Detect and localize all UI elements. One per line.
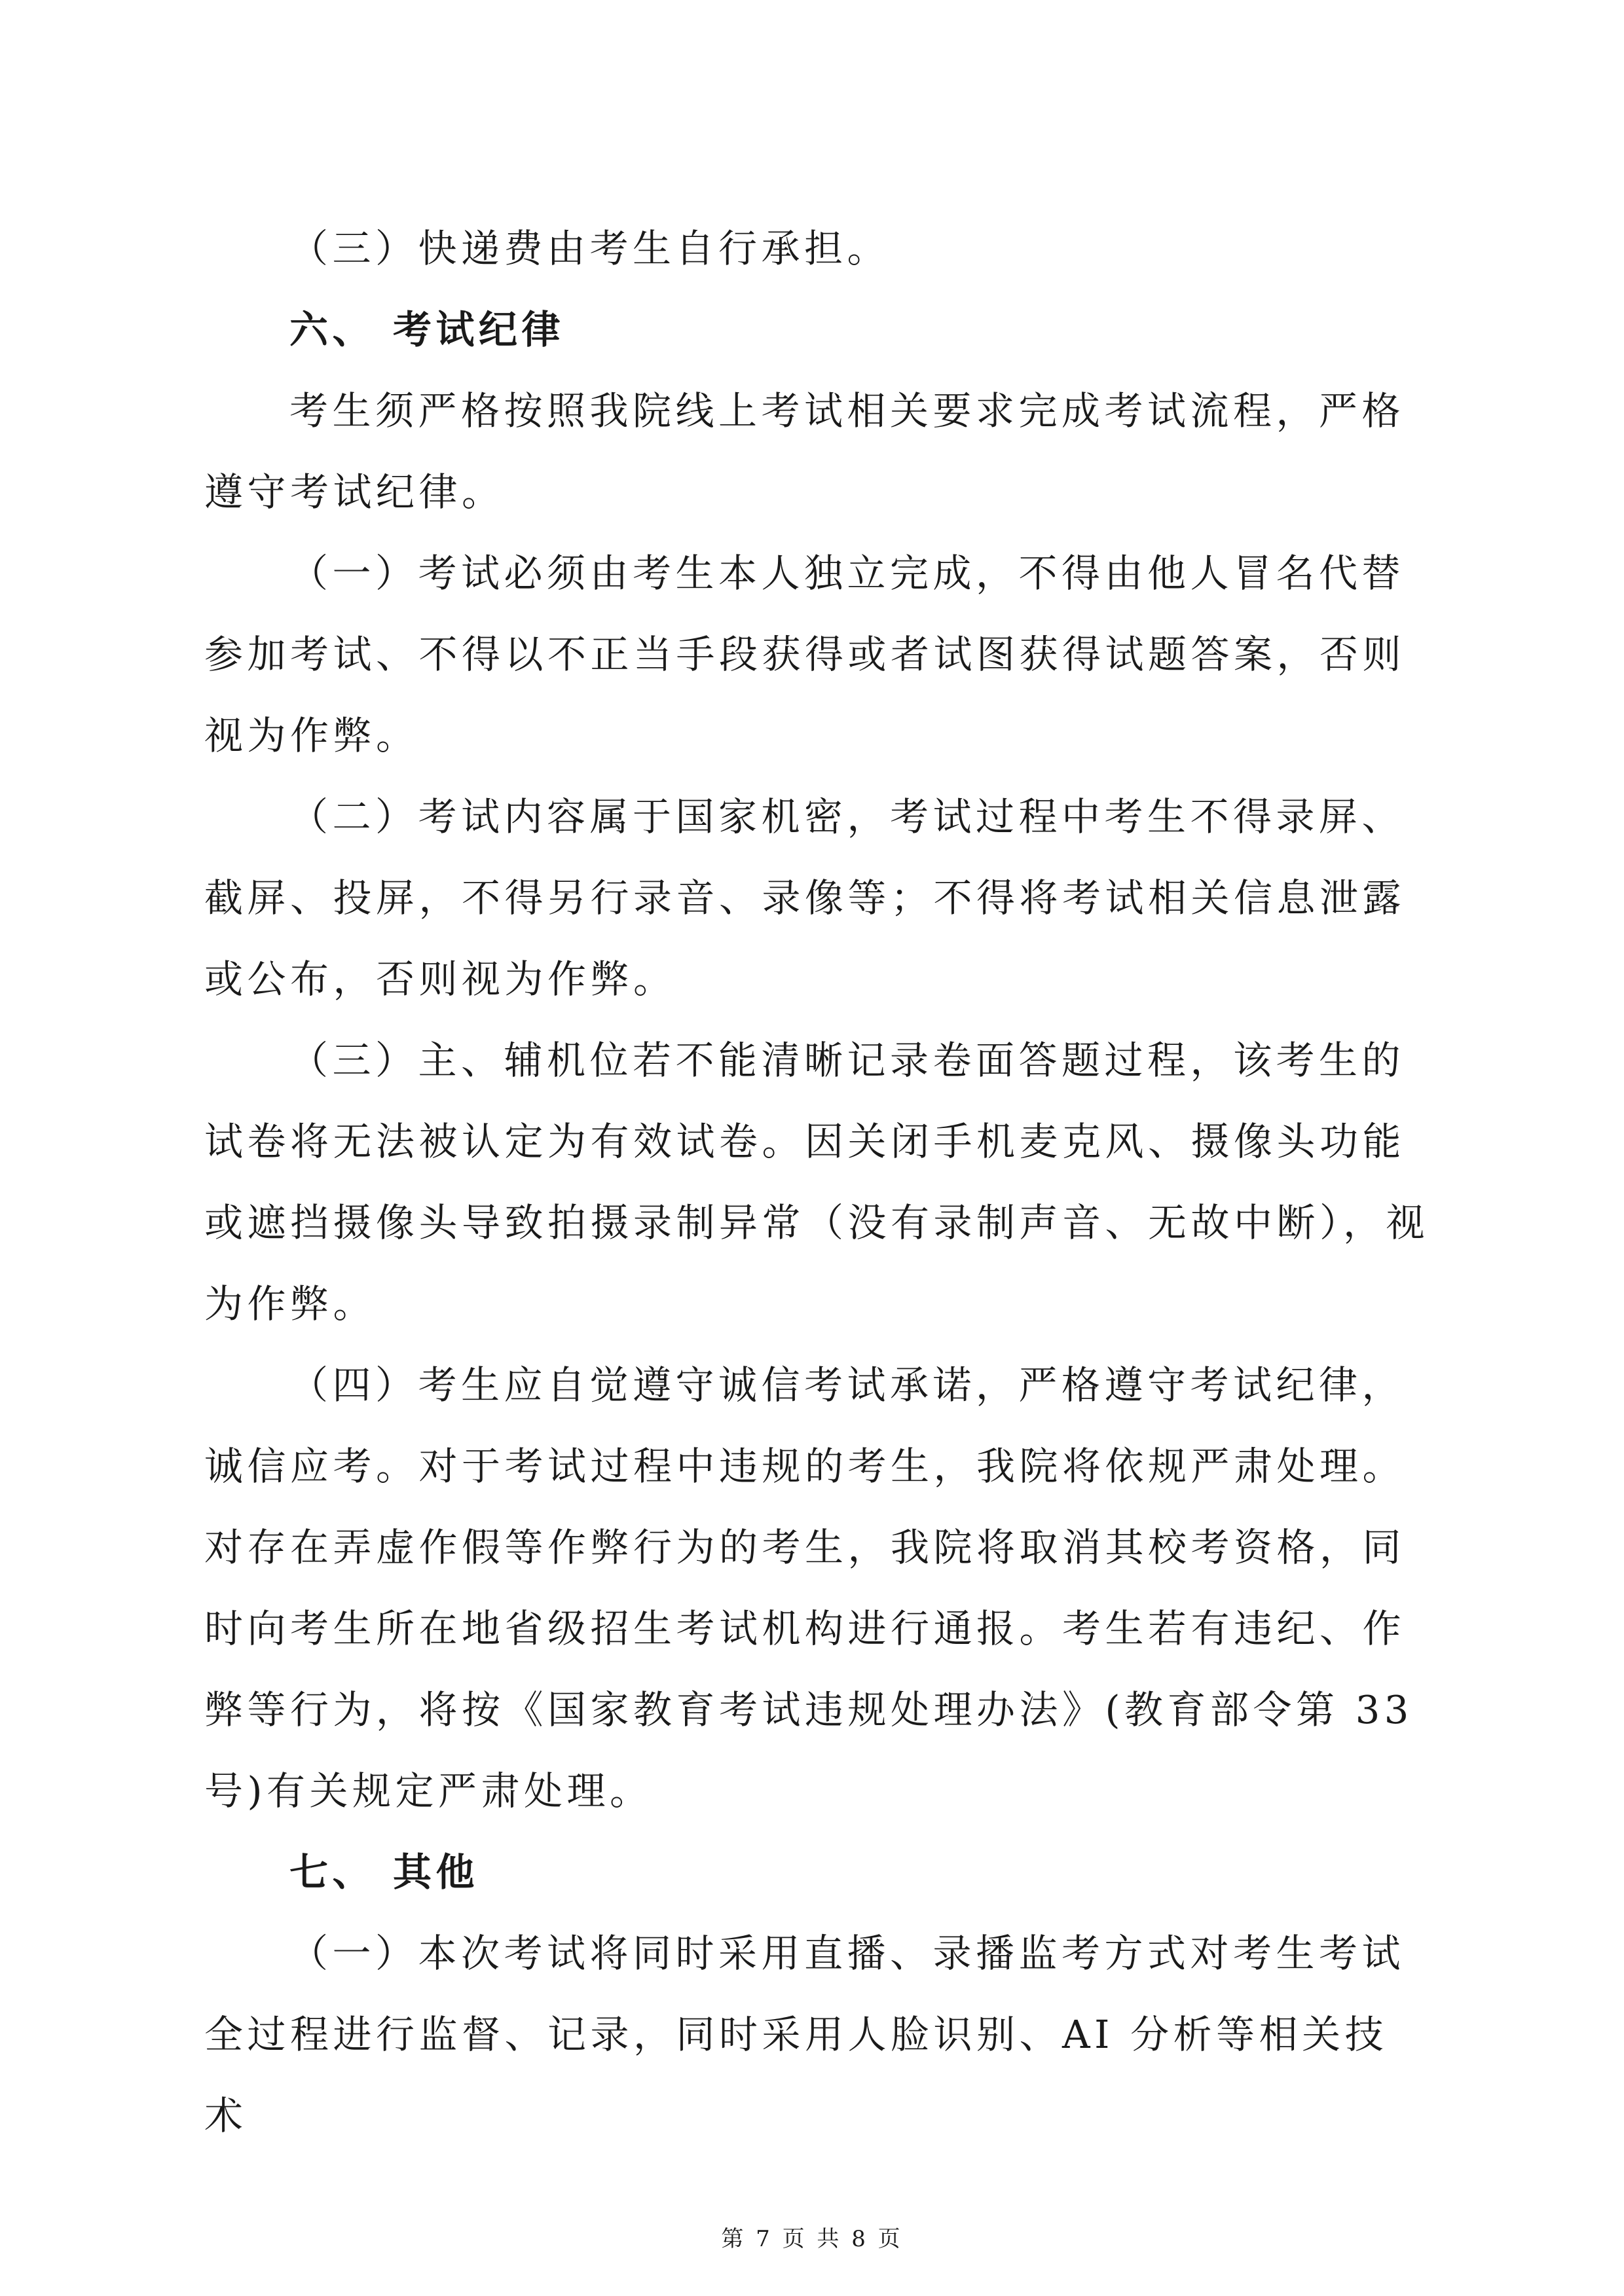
paragraph-camera-requirements: （三）主、辅机位若不能清晰记录卷面答题过程，该考生的试卷将无法被认定为有效试卷。因关闭手机麦克风、摄像头功能或遮挡摄像头导致拍摄录制异常（没有录制声音、无故中断），视为作弊。 [204,1038,1430,1326]
section-heading-exam-discipline: 六、 考试纪律 [289,307,565,352]
paragraph-discipline-intro: 考生须严格按照我院线上考试相关要求完成考试流程，严格遵守考试纪律。 [204,388,1405,515]
section-heading-other: 七、 其他 [289,1850,479,1895]
paragraph-independent-completion: （一）考试必须由考生本人独立完成，不得由他人冒名代替参加考试、不得以不正当手段获得或者试图获得试题答案，否则视为作弊。 [204,551,1406,758]
document-body [204,208,1430,2157]
paragraph-monitoring: （一）本次考试将同时采用直播、录播监考方式对考生考试全过程进行监督、记录，同时采用人脸识别、AI 分析等相关技术 [204,1931,1405,2138]
paragraph-integrity: （四）考生应自觉遵守诚信考试承诺，严格遵守考试纪律，诚信应考。对于考试过程中违规的考生，我院将依规严肃处理。对存在弄虚作假等作弊行为的考生，我院将取消其校考资格，同时向考生所在地省级招生考试机构进行通报。考生若有违纪、作弊等行为，将按《国家教育考试违规处理办法》(教育部令第 33 号)有关规定严肃处理。 [204,1362,1430,1813]
page-footer: 第 7 页 共 8 页 [721,2226,903,2252]
paragraph-express-fee: （三）快递费由考生自行承担。 [289,226,891,271]
paragraph-confidentiality: （二）考试内容属于国家机密，考试过程中考生不得录屏、截屏、投屏，不得另行录音、录像等；不得将考试相关信息泄露或公布，否则视为作弊。 [204,794,1406,1002]
